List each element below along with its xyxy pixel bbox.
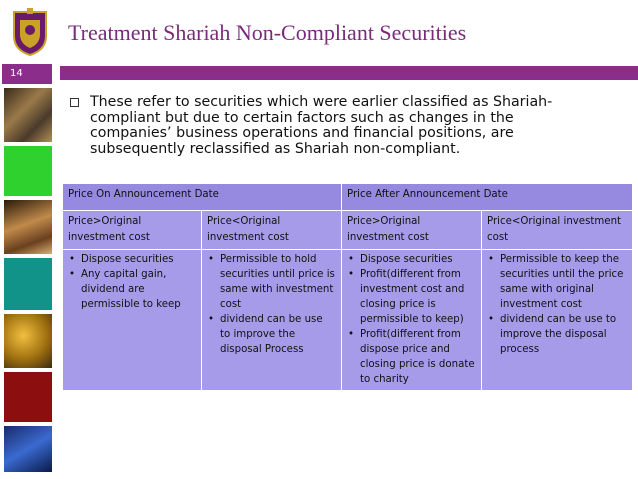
column-header: Price<Original investment cost xyxy=(482,211,633,250)
list-item: • Profit(different from investment cost and closing price is permissible to keep) xyxy=(347,267,476,327)
gold-coins-photo xyxy=(4,314,52,368)
list-item: • dividend can be use to improve the disposal Process xyxy=(207,312,336,357)
column-header: Price<Original investment cost xyxy=(202,211,342,250)
table-group-row xyxy=(63,184,633,211)
group-header-on-announcement: Price On Announcement Date xyxy=(63,184,342,211)
table-cell xyxy=(63,250,202,391)
university-crest-logo xyxy=(10,8,50,56)
slide-title: Treatment Shariah Non-Compliant Securities xyxy=(68,20,467,45)
book-photo xyxy=(4,200,52,254)
list-item: • Permissible to keep the securities until the price same with original investment cost xyxy=(487,252,627,312)
list-item: • Profit(different from dispose price and closing price is donate to charity xyxy=(347,327,476,387)
list-item: • Dispose securities xyxy=(347,252,476,267)
title-divider-bar xyxy=(60,66,638,80)
coins-photo xyxy=(4,88,52,142)
teal-block xyxy=(4,258,52,310)
table-cell xyxy=(202,250,342,391)
group-header-after-announcement: Price After Announcement Date xyxy=(342,184,633,211)
table-cell xyxy=(342,250,482,391)
column-header: Price>Original investment cost xyxy=(342,211,482,250)
green-block xyxy=(4,146,52,196)
dark-red-block xyxy=(4,372,52,422)
table-cell xyxy=(482,250,633,391)
table-row xyxy=(63,250,633,391)
list-item: • dividend can be use to improve the disposal process xyxy=(487,312,627,357)
page-number: 14 xyxy=(2,64,52,84)
stock-chart-photo xyxy=(4,426,52,472)
table-header-row xyxy=(63,211,633,250)
list-item: • Any capital gain, dividend are permissible to keep xyxy=(68,267,196,312)
column-header: Price>Original investment cost xyxy=(63,211,202,250)
body-paragraph: These refer to securities which were earlier classified as Shariah-compliant but due to certain factors such as changes in the companies’ business operations and financial positions, are subsequently reclassified as Shariah non-compliant. xyxy=(90,94,553,157)
list-item: • Dispose securities xyxy=(68,252,196,267)
list-item: • Permissible to hold securities until price is same with investment cost xyxy=(207,252,336,312)
treatment-table xyxy=(62,183,633,391)
checkbox-bullet-icon xyxy=(70,98,79,107)
